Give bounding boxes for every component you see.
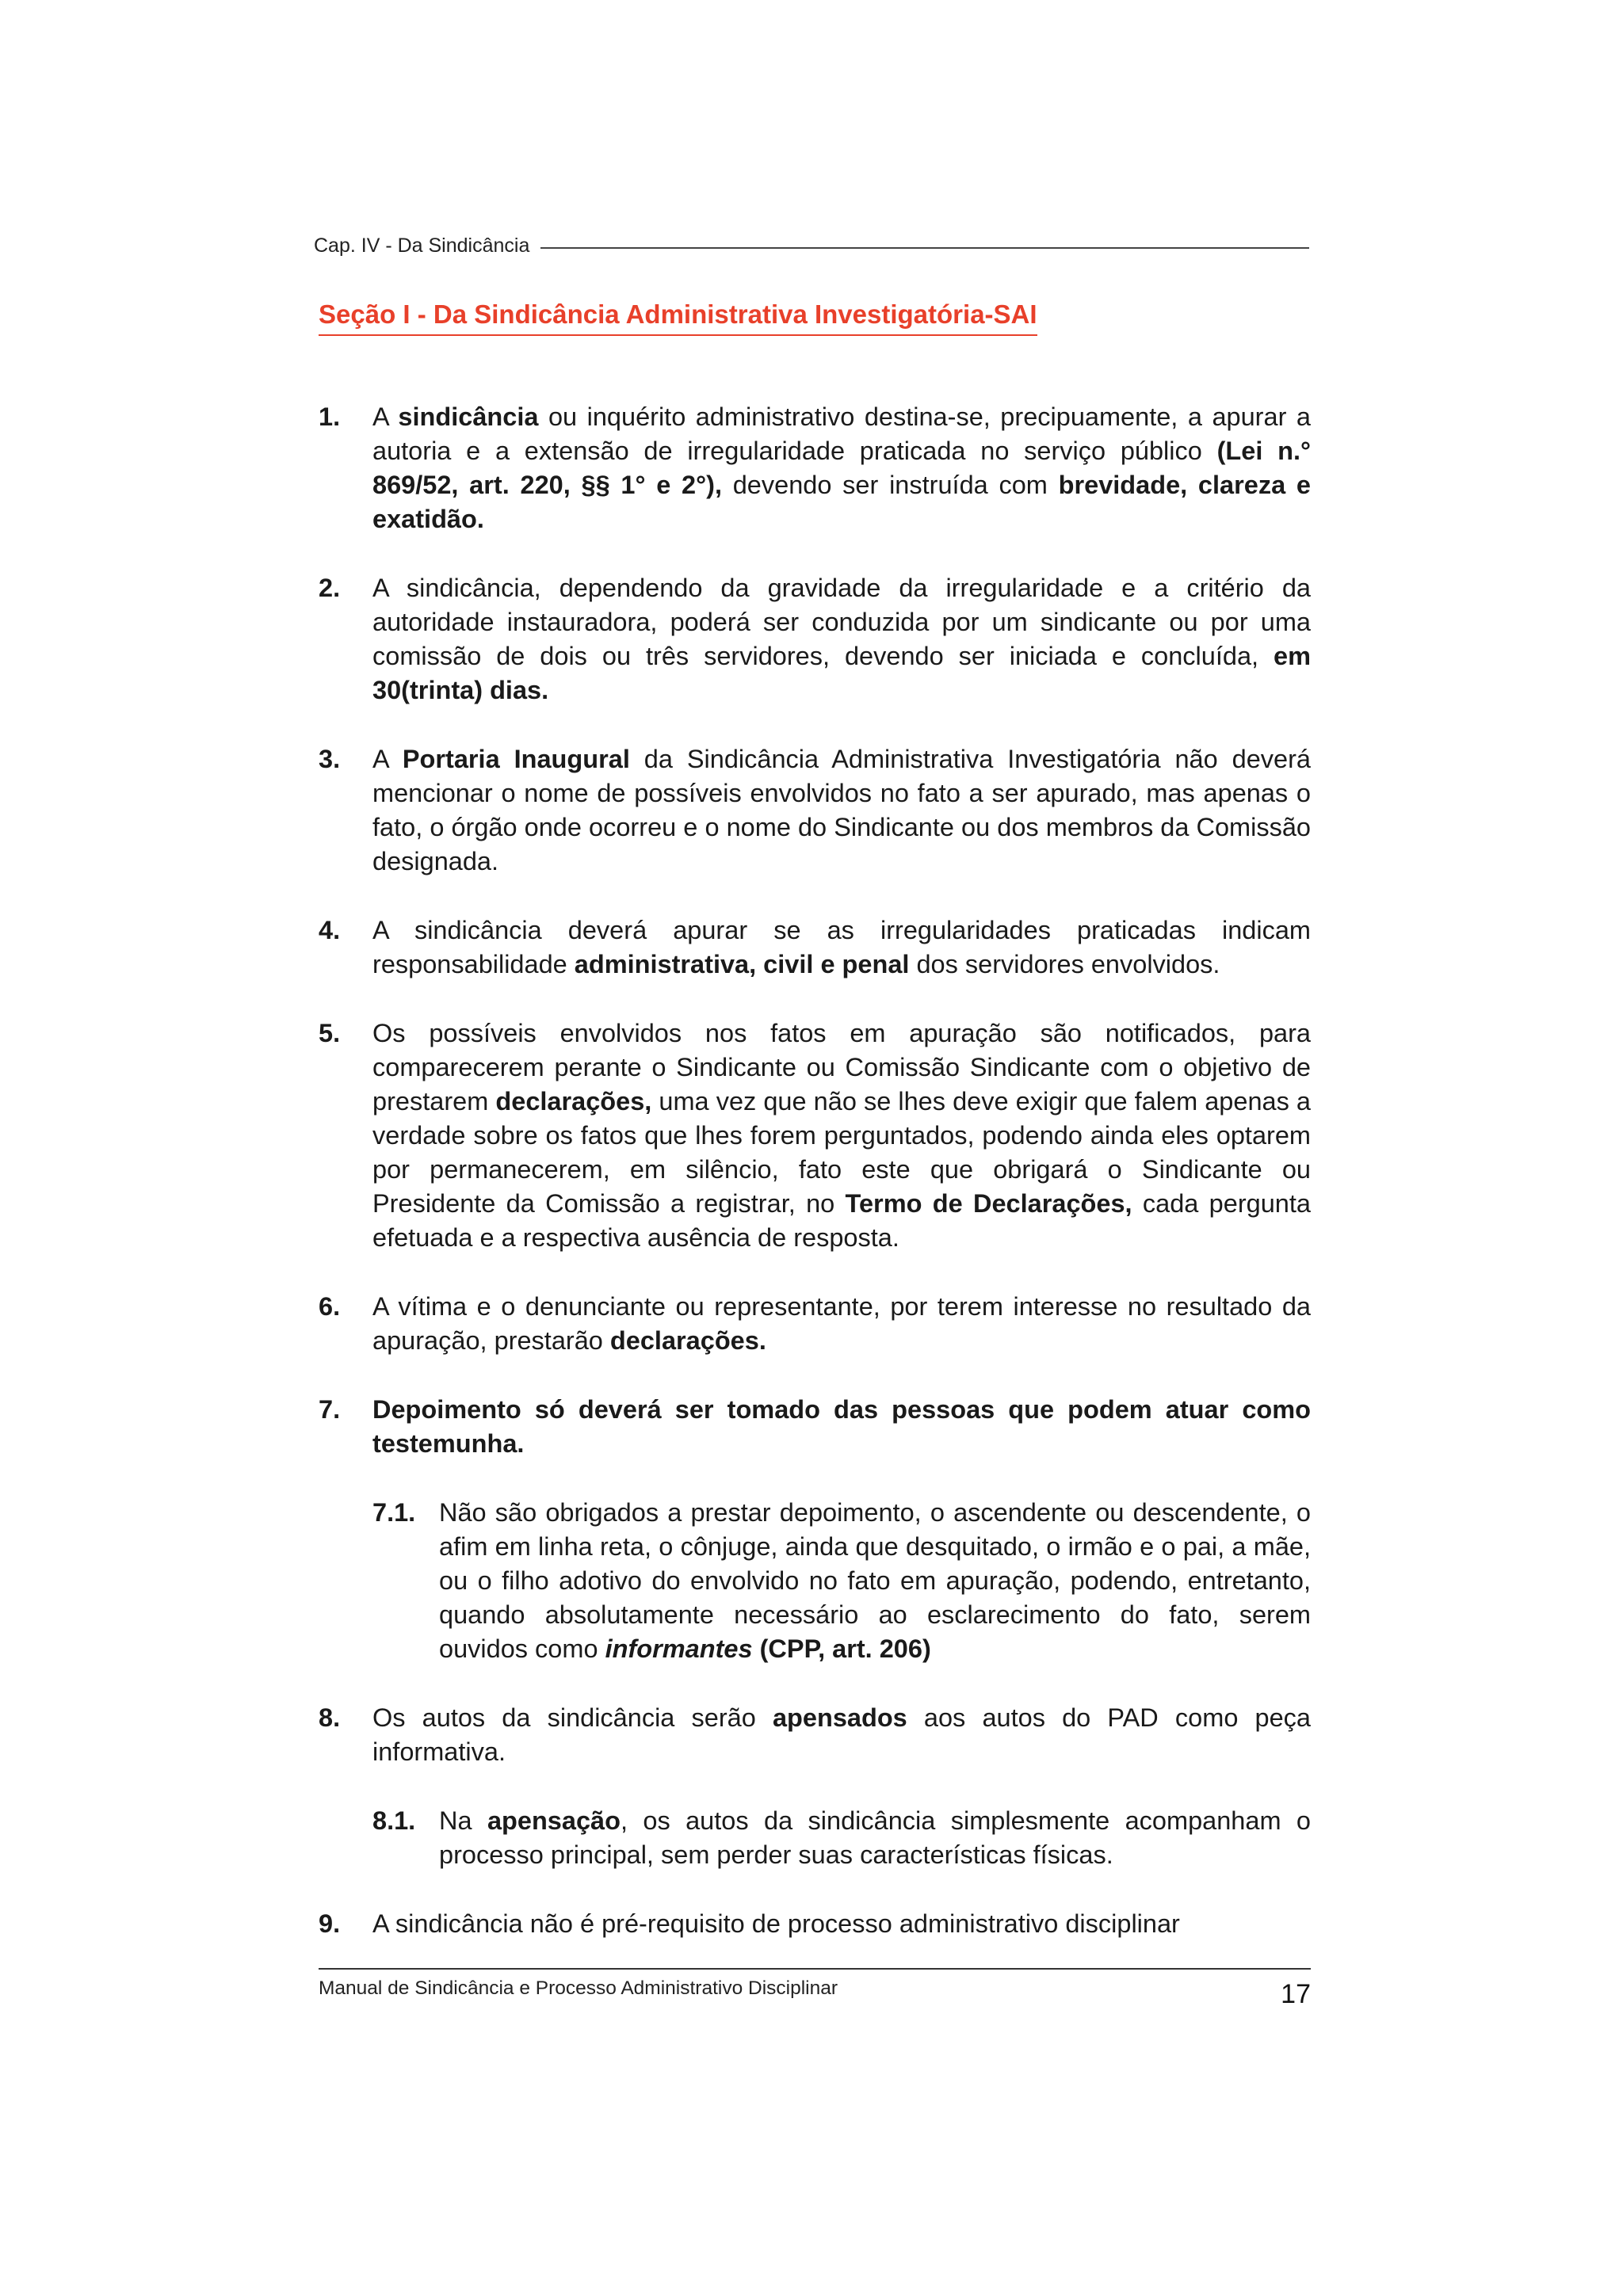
list-item-7-1 (372, 1496, 1311, 1666)
text-run: , os autos da sindicância simplesmente acompanham o processo principal, sem perder suas características físicas. (439, 1806, 1311, 1869)
item-number: 5. (319, 1019, 341, 1047)
text-run: Na (439, 1806, 487, 1835)
chapter-label: Cap. IV - Da Sindicância (314, 235, 530, 257)
item-number: 8. (319, 1703, 341, 1732)
item-number: 8.1. (372, 1806, 416, 1835)
item-text (372, 1701, 1311, 1769)
item-text (372, 913, 1311, 982)
item-text (372, 400, 1311, 536)
page-footer (319, 1968, 1311, 2010)
list-item-6 (319, 1290, 1311, 1358)
text-run: Os autos da sindicância serão (372, 1703, 773, 1732)
list-item-4 (319, 913, 1311, 982)
item-number: 9. (319, 1909, 341, 1938)
bold-run: Portaria Inaugural (402, 745, 630, 773)
bold-run: sindicância (398, 402, 539, 431)
item-text (439, 1496, 1311, 1666)
text-run: cada pergunta efetuada e a respectiva ausência de resposta. (372, 1189, 1311, 1252)
text-run: A (372, 402, 399, 431)
list-item-7 (319, 1393, 1311, 1461)
bold-run: Termo de Declarações, (845, 1189, 1132, 1218)
text-run: A sindicância, dependendo da gravidade da irregularidade e a critério da autoridade instauradora, poderá ser conduzida por um sindicante ou por uma comissão de dois ou três servidores, devendo ser iniciada e concluída, (372, 574, 1311, 670)
list-item-8-1 (372, 1804, 1311, 1872)
bold-run: brevidade, clareza e exatidão. (372, 471, 1311, 533)
bold-run: declarações, (495, 1087, 652, 1116)
list-item-5 (319, 1016, 1311, 1255)
text-run: Os possíveis envolvidos nos fatos em apuração são notificados, para comparecerem perante o Sindicante ou Comissão Sindicante com o objetivo de prestarem (372, 1019, 1311, 1116)
bold-run: apensados (772, 1703, 907, 1732)
item-number: 3. (319, 745, 341, 773)
text-run: A (372, 745, 403, 773)
item-text (372, 742, 1311, 879)
page-number: 17 (1281, 1979, 1311, 2009)
bold-italic-run: informantes (605, 1634, 753, 1663)
text-run: dos servidores envolvidos. (909, 950, 1220, 978)
item-number: 4. (319, 916, 341, 944)
bold-run: em 30(trinta) dias. (372, 642, 1311, 704)
header-rule (540, 247, 1309, 249)
text-run: A sindicância deverá apurar se as irregularidades praticadas indicam responsabilidade (372, 916, 1311, 978)
item-text (372, 1393, 1311, 1461)
text-run: aos autos do PAD como peça informativa. (372, 1703, 1312, 1766)
text-run: A vítima e o denunciante ou representante, por terem interesse no resultado da apuração, prestarão (372, 1292, 1311, 1355)
bold-run: (CPP, art. 206) (752, 1634, 931, 1663)
item-number: 1. (319, 402, 341, 431)
bold-run: apensação (487, 1806, 621, 1835)
list-item-2 (319, 571, 1311, 707)
list-item-3 (319, 742, 1311, 879)
list-item-8 (319, 1701, 1311, 1769)
bold-run: declarações. (609, 1326, 766, 1355)
bold-run: Depoimento só deverá ser tomado das pessoas que podem atuar como testemunha. (372, 1395, 1311, 1458)
list-item-1 (319, 400, 1311, 536)
list-item-9 (319, 1907, 1311, 1941)
item-text (372, 571, 1311, 707)
item-number: 7. (319, 1395, 341, 1424)
text-run: A sindicância não é pré-requisito de processo administrativo disciplinar (372, 1909, 1180, 1938)
footer-title: Manual de Sindicância e Processo Administrativo Disciplinar (319, 1978, 838, 1999)
item-number: 6. (319, 1292, 341, 1321)
document-body (319, 400, 1311, 1941)
text-run: ou inquérito administrativo destina-se, precipuamente, a apurar a autoria e a extensão de irregularidade praticada no serviço público (372, 402, 1311, 465)
item-number: 2. (319, 574, 341, 602)
item-text (372, 1016, 1311, 1255)
text-run: devendo ser instruída com (721, 471, 1059, 499)
item-text (372, 1907, 1311, 1941)
running-header (314, 235, 1309, 257)
item-number: 7.1. (372, 1498, 416, 1527)
bold-run: administrativa, civil e penal (574, 950, 910, 978)
item-text (372, 1290, 1311, 1358)
text-run: Não são obrigados a prestar depoimento, o ascendente ou descendente, o afim em linha reta, o cônjuge, ainda que desquitado, o irmão e o pai, a mãe, ou o filho adotivo do envolvido no fato em apuração, podendo, entretanto, quando absolutamente necessário ao esclarecimento do fato, serem ouvidos como (439, 1498, 1311, 1663)
text-run: da Sindicância Administrativa Investigatória não deverá mencionar o nome de possíveis envolvidos no fato a ser apurado, mas apenas o fato, o órgão onde ocorreu e o nome do Sindicante ou dos membros da Comissão designada. (372, 745, 1312, 875)
item-text (439, 1804, 1311, 1872)
bold-run: (Lei n.° 869/52, art. 220, §§ 1° e 2°), (372, 437, 1311, 499)
section-title: Seção I - Da Sindicância Administrativa Investigatória-SAI (319, 299, 1037, 336)
text-run: uma vez que não se lhes deve exigir que falem apenas a verdade sobre os fatos que lhes forem perguntados, podendo ainda eles optarem por permanecerem, em silêncio, fato este que obrigará o Sindicante ou Presidente da Comissão a registrar, no (372, 1087, 1312, 1218)
